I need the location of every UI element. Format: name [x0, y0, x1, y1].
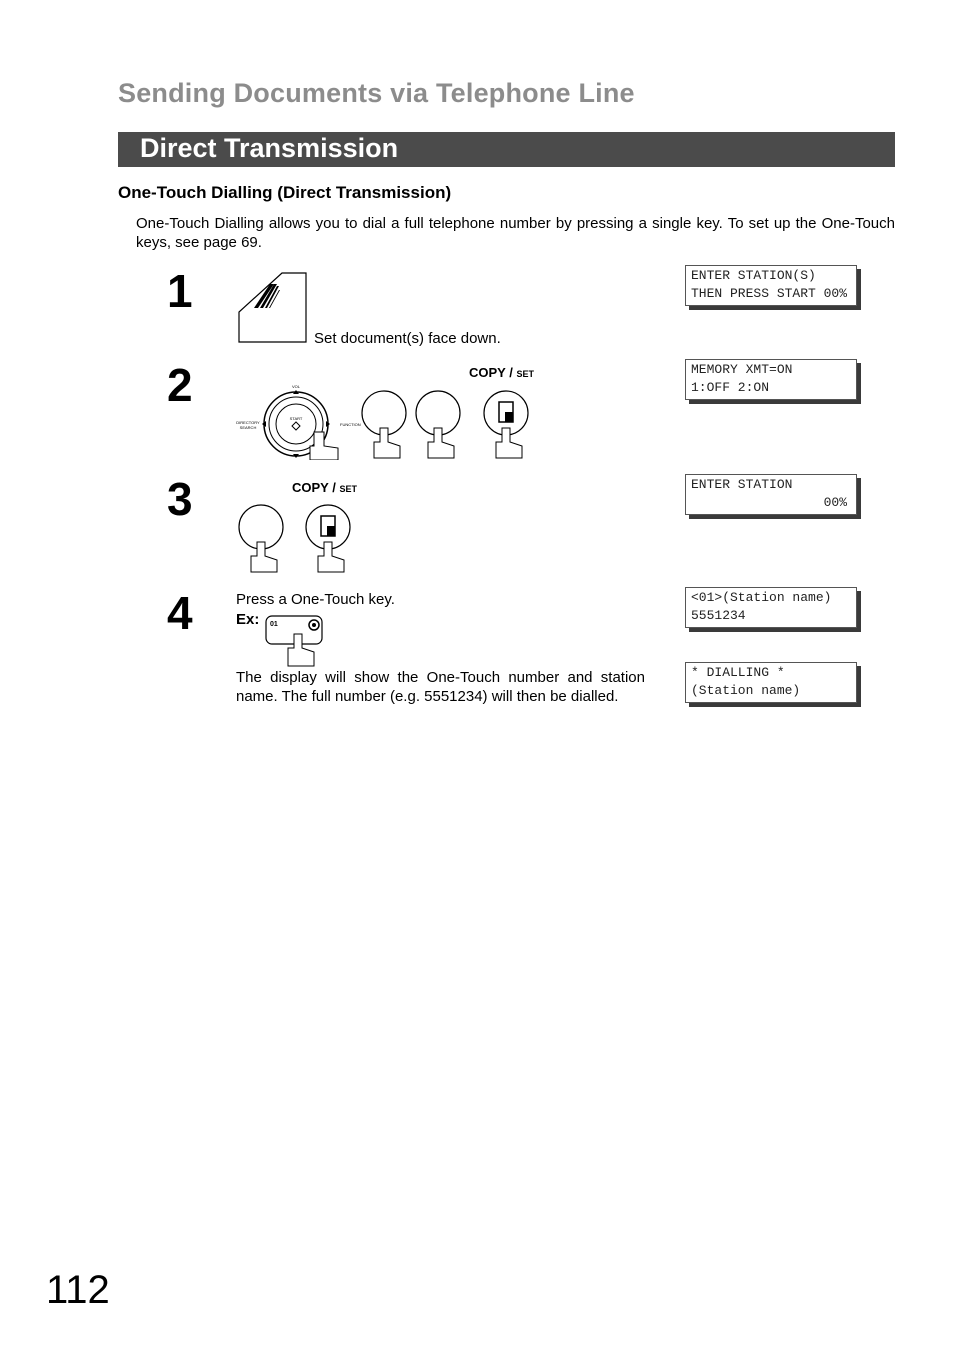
step-4-description: The display will show the One-Touch number and station name. The full number (e.g. 5551234) will then be dialled. — [236, 669, 645, 705]
step-number-1: 1 — [167, 265, 193, 317]
start-label: START — [289, 416, 303, 421]
function-label: FUNCTION — [340, 422, 361, 427]
lcd-line-2: (Station name) — [691, 683, 801, 698]
lcd-line-1: ENTER STATION(S) — [691, 268, 816, 283]
step-number-4: 4 — [167, 587, 193, 639]
subheading: One-Touch Dialling (Direct Transmission) — [118, 183, 452, 202]
lcd-line-1: ENTER STATION — [691, 477, 793, 492]
lcd-line-2: THEN PRESS START 00% — [691, 286, 848, 301]
section-banner — [118, 132, 895, 167]
pressing-hand-icon — [310, 432, 338, 460]
step-4-caption: Press a One-Touch key. — [236, 591, 395, 608]
copy-set-button[interactable] — [482, 390, 532, 460]
step-1-caption: Set document(s) face down. — [314, 330, 501, 347]
copy-label: COPY — [292, 480, 329, 495]
copy-document-icon — [499, 402, 513, 422]
lcd-line-1: * DIALLING * — [691, 665, 785, 680]
copy-document-icon — [321, 516, 335, 536]
lcd-display-step-2 — [685, 359, 857, 400]
copy-slash: / — [509, 365, 513, 380]
lcd-line-2: 1:OFF 2:ON — [691, 380, 770, 395]
lcd-line-1: <01>(Station name) — [691, 590, 832, 605]
lcd-display-dialling — [685, 662, 857, 703]
vol-label: VOL — [292, 384, 301, 389]
intro-paragraph: One-Touch Dialling allows you to dial a full telephone number by pressing a single key. To set up the One-Touch keys, see page 69. — [136, 215, 895, 251]
search-label: SEARCH — [239, 425, 257, 430]
section-title: Sending Documents via Telephone Line — [118, 78, 635, 108]
lcd-line-1: MEMORY XMT=ON — [691, 362, 793, 377]
function-dial-icon[interactable] — [234, 380, 364, 460]
lcd-display-step-1 — [685, 265, 857, 306]
copy-label: COPY — [469, 365, 506, 380]
lcd-display-step-3 — [685, 474, 857, 515]
copy-slash: / — [332, 480, 336, 495]
step-number-3: 3 — [167, 473, 193, 525]
copy-set-label — [292, 480, 357, 495]
document-feeder-icon — [236, 270, 310, 344]
lcd-line-2: 5551234 — [691, 608, 746, 623]
copy-set-label — [469, 365, 534, 380]
page-number: 112 — [46, 1268, 110, 1312]
banner-title: Direct Transmission — [140, 133, 399, 163]
directory-label: DIRECTORY — [236, 420, 260, 425]
lcd-line-2: 00% — [691, 495, 848, 510]
set-label: SET — [339, 484, 357, 494]
lcd-display-step-4 — [685, 587, 857, 628]
set-label: SET — [516, 369, 534, 379]
example-label: Ex: — [236, 611, 260, 628]
round-key-button[interactable] — [237, 504, 287, 574]
copy-set-button[interactable] — [304, 504, 354, 574]
one-touch-key-button[interactable] — [264, 612, 328, 668]
round-key-button[interactable] — [414, 390, 464, 460]
one-touch-key-number: 01 — [270, 621, 278, 628]
round-key-button[interactable] — [360, 390, 410, 460]
step-number-2: 2 — [167, 359, 193, 411]
